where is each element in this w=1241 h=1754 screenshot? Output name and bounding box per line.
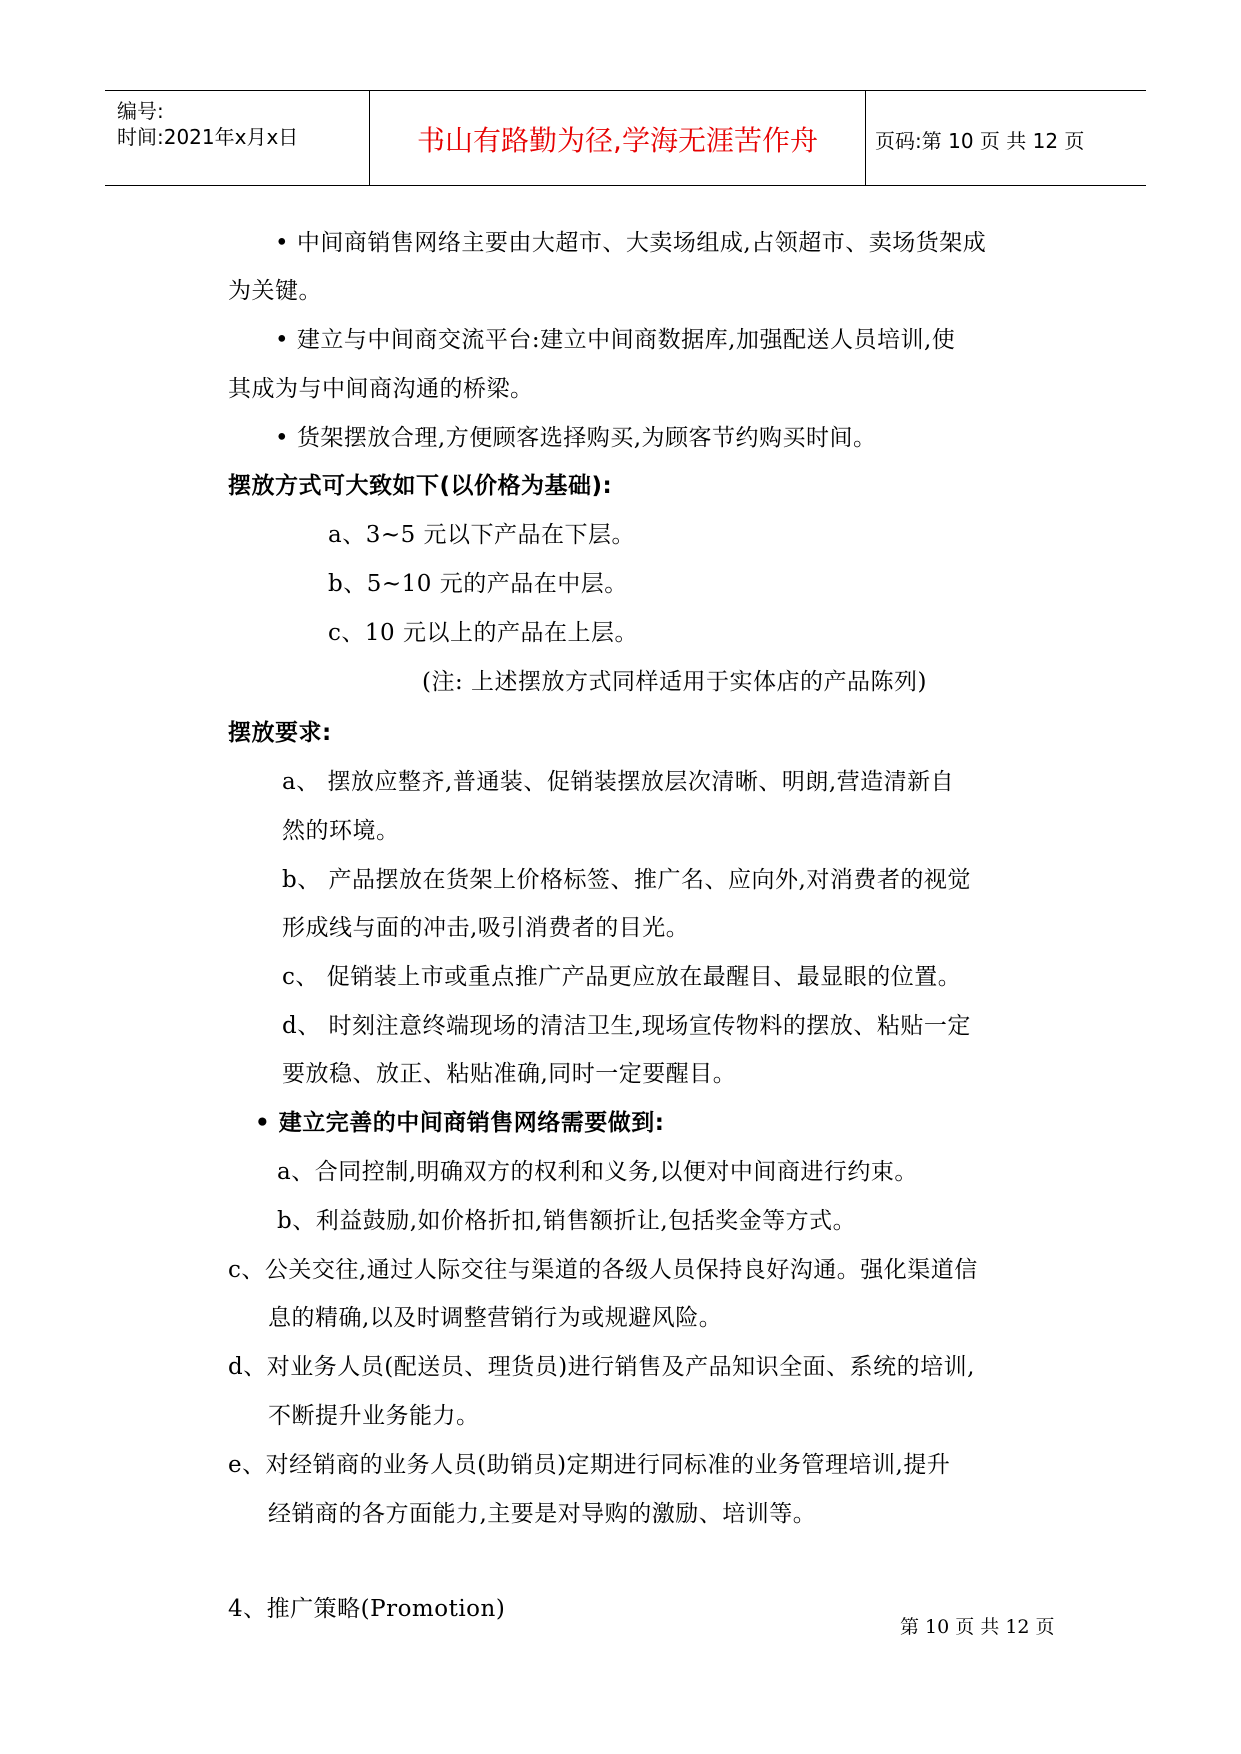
section-heading: 摆放方式可大致如下(以价格为基础): [228,473,613,499]
text-line: 要放稳、放正、粘贴准确,同时一定要醒目。 [282,1061,737,1087]
text-line: 形成线与面的冲击,吸引消费者的目光。 [282,915,690,941]
header-motto: 书山有路勤为径,学海无涯苦作舟 [417,124,818,157]
text-line: 然的环境。 [282,818,400,844]
header-page-cell [865,91,1146,185]
header-page-label: 页码:第 10 页 共 12 页 [875,129,1085,153]
text-line: 经销商的各方面能力,主要是对导购的激励、培训等。 [268,1501,817,1527]
list-item: a、3~5 元以下产品在下层。 [328,522,636,548]
list-item: d、对业务人员(配送员、理货员)进行销售及产品知识全面、系统的培训, [228,1354,975,1380]
bullet-line: • 中间商销售网络主要由大超市、大卖场组成,占领超市、卖场货架成 [275,230,987,256]
list-item: b、5~10 元的产品在中层。 [328,571,628,597]
list-item: e、对经销商的业务人员(助销员)定期进行同标准的业务管理培训,提升 [228,1452,951,1478]
header-left-cell [105,91,369,185]
footer-page-number: 第 10 页 共 12 页 [900,1616,1055,1638]
section-heading: 摆放要求: [228,720,332,746]
list-item: c、10 元以上的产品在上层。 [328,620,638,646]
section-heading: 4、推广策略(Promotion) [228,1596,506,1622]
text-line: 息的精确,以及时调整营销行为或规避风险。 [268,1305,723,1331]
list-item: c、 促销装上市或重点推广产品更应放在最醒目、最显眼的位置。 [282,964,962,990]
text-line: 不断提升业务能力。 [268,1403,480,1429]
document-number-label: 编号: [117,99,164,123]
list-item: b、利益鼓励,如价格折扣,销售额折让,包括奖金等方式。 [277,1208,857,1234]
document-time-label: 时间:2021年x月x日 [117,125,299,149]
header-motto-cell [369,91,866,185]
note-line: (注: 上述摆放方式同样适用于实体店的产品陈列) [422,669,928,695]
section-heading: • 建立完善的中间商销售网络需要做到: [255,1110,665,1136]
list-item: a、 摆放应整齐,普通装、促销装摆放层次清晰、明朗,营造清新自 [282,769,955,795]
list-item: b、 产品摆放在货架上价格标签、推广名、应向外,对消费者的视觉 [282,867,971,893]
text-line: 为关键。 [228,278,322,304]
list-item: a、合同控制,明确双方的权利和义务,以便对中间商进行约束。 [277,1159,918,1185]
text-line: 其成为与中间商沟通的桥梁。 [228,376,534,402]
header-table [105,90,1146,186]
list-item: d、 时刻注意终端现场的清洁卫生,现场宣传物料的摆放、粘贴一定 [282,1013,971,1039]
bullet-line: • 货架摆放合理,方便顾客选择购买,为顾客节约购买时间。 [275,425,877,451]
list-item: c、公关交往,通过人际交往与渠道的各级人员保持良好沟通。强化渠道信 [228,1257,978,1283]
bullet-line: • 建立与中间商交流平台:建立中间商数据库,加强配送人员培训,使 [275,327,956,353]
